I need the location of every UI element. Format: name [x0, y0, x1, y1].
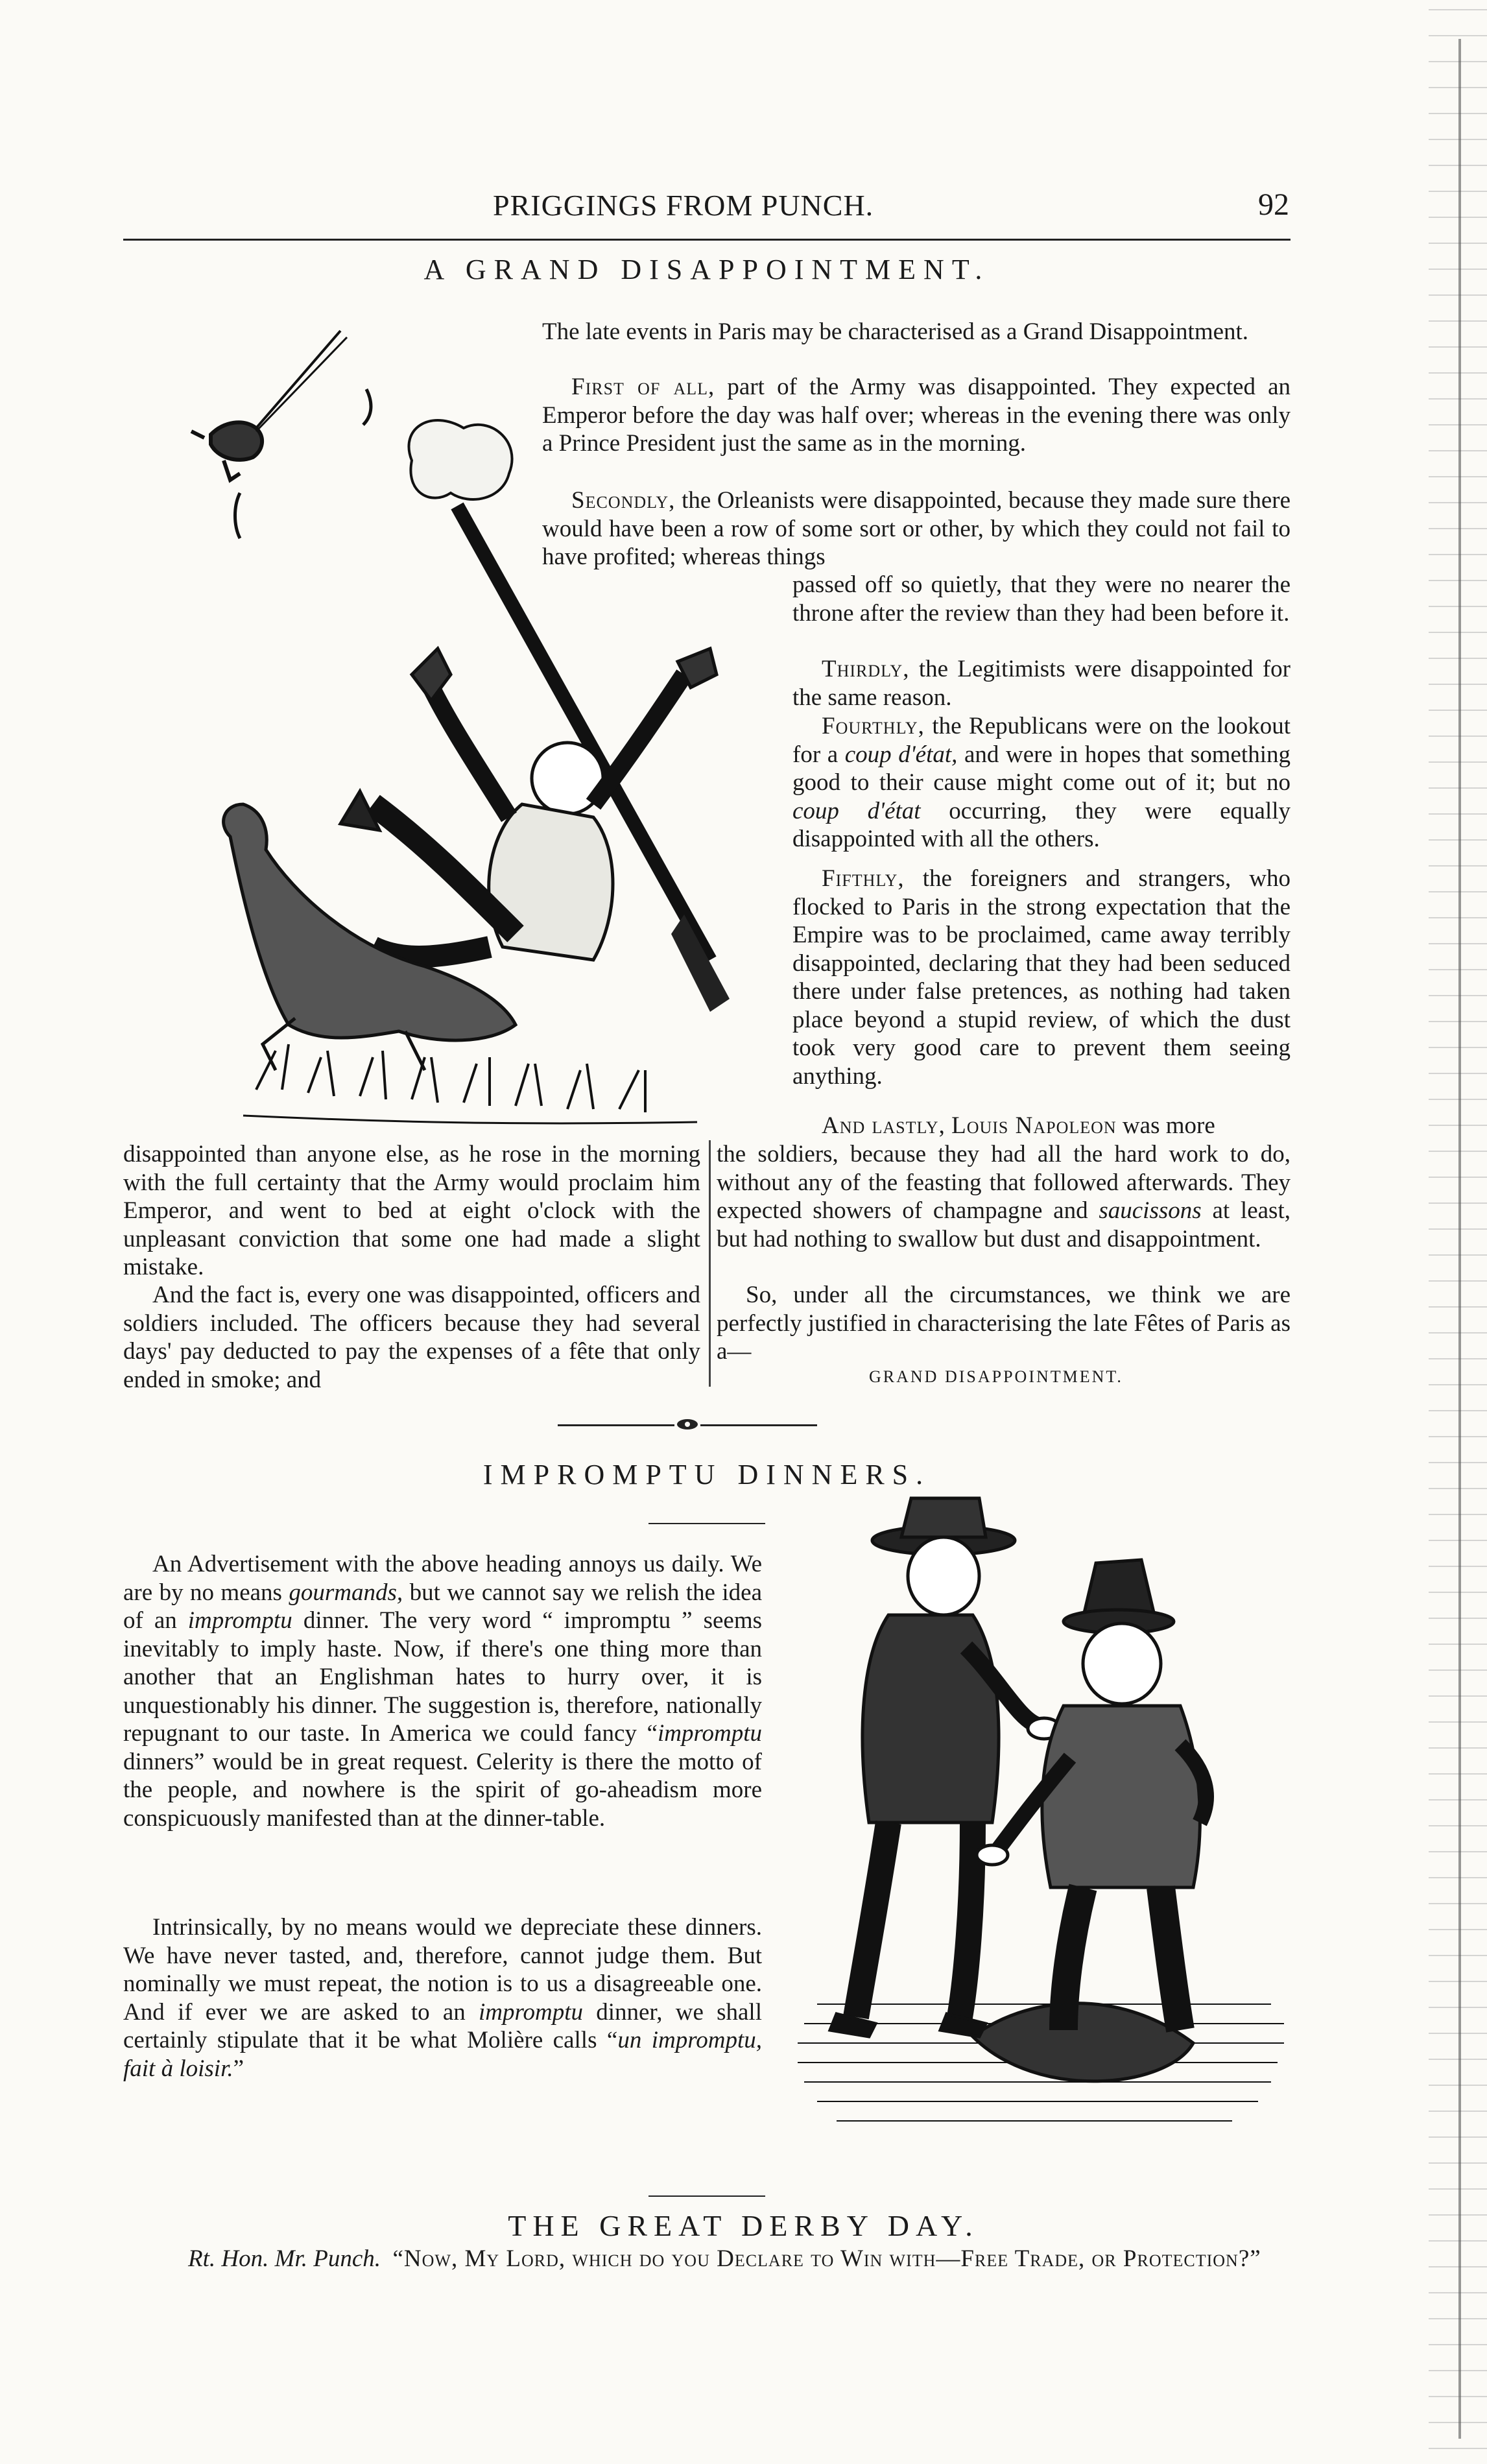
- paragraph-intro: [542, 318, 1291, 346]
- name-louis-napoleon: Louis Napoleon: [951, 1112, 1117, 1139]
- paragraph-first-text: part of the Army was disappointed. They expected an Emperor before the day was half over; whereas in the evening there was only a Prince President just the same as in the morning.: [542, 374, 1291, 457]
- paragraph-third: [792, 655, 1291, 712]
- grass-tufts: [243, 1044, 697, 1123]
- left-column-p2: [123, 1281, 700, 1394]
- article-title-derby-day: THE GREAT DERBY DAY.: [508, 2209, 979, 2242]
- paragraph-third-text: the Legitimists were disappointed for the same reason.: [792, 656, 1291, 711]
- impromptu-p2-i2: un impromptu, fait à loisir.: [123, 2027, 762, 2082]
- paragraph-fifth-text: the foreigners and strangers, who flocked to Paris in the strong expectation that the Empire was to be proclaimed, came away terribly disappointed, declaring that they had been seduced there under false pretences, as nothing had taken place beyond a stupid review, of which the dust took very good care to prevent them seeing anything.: [792, 865, 1291, 1090]
- lead-secondly: Secondly,: [571, 487, 676, 514]
- impromptu-p1-i1: gourmands,: [289, 1579, 403, 1606]
- dog-figure: [224, 804, 516, 1070]
- paragraph-second-text-a: the Orleanists were disappointed, because they made sure there would have been a row of some sort or other, by which they could not fail to have profited; whereas things: [542, 487, 1291, 570]
- left-column-p1-text: disappointed than anyone else, as he rose in the morning with the full certainty that the Army would proclaim him Emperor, and went to bed at eight o'clock with the unpleasant conviction that some one had made a slight mistake.: [123, 1141, 700, 1280]
- impromptu-p1-b: but we cannot say we relish the idea of an: [123, 1579, 763, 1634]
- title-short-rule: [648, 1523, 765, 1524]
- left-column-p1: [123, 1140, 700, 1282]
- derby-speaker: Rt. Hon. Mr. Punch.: [188, 2245, 381, 2272]
- column-divider: [709, 1140, 711, 1387]
- derby-dialogue: [123, 2244, 1291, 2274]
- impromptu-p1-i2: impromptu: [187, 1607, 292, 1634]
- bundle-on-ground: [973, 2003, 1193, 2081]
- impromptu-paragraph-2: [123, 1913, 762, 2083]
- impromptu-p1-a: An Advertisement with the above heading annoys us daily. We are by no means: [123, 1551, 762, 1606]
- paragraph-second-b: [792, 571, 1291, 627]
- lead-first: First of all,: [571, 374, 715, 400]
- derby-quote: “Now, My Lord, which do you Declare to Win with—Free Trade, or Protection?”: [392, 2245, 1261, 2272]
- running-header: PRIGGINGS FROM PUNCH.: [493, 189, 874, 222]
- fourth-italic-b: coup d'état: [792, 797, 921, 824]
- impromptu-p1-d: dinners” would be in great request. Celerity is there the motto of the people, and nowhere is the spirit of go-aheadism more conspicuously manifested than at the dinner-table.: [123, 1748, 762, 1832]
- right-man-figure: [977, 1560, 1206, 2030]
- left-man-figure: [830, 1498, 1060, 2037]
- right-column-p1-text-a: the soldiers, because they had all the hard work to do, without any of the feasting that followed afterwards. They expected showers of champagne and: [717, 1141, 1291, 1224]
- header-rule: [123, 239, 1291, 241]
- article-title-grand-disappointment: A GRAND DISAPPOINTMENT.: [423, 254, 990, 285]
- fourth-text-a: the Republicans were on the lookout for a: [792, 713, 1291, 768]
- impromptu-p2-i1: impromptu: [478, 1998, 584, 2026]
- lead-fifthly: Fifthly,: [822, 865, 905, 892]
- scan-edge-line: [1458, 39, 1461, 2439]
- fourth-italic-a: coup d'état,: [844, 741, 958, 768]
- article-title-impromptu-dinners: IMPROMPTU DINNERS.: [482, 1459, 931, 1490]
- article1-signature: GRAND DISAPPOINTMENT.: [869, 1367, 1123, 1386]
- right-column-p1-text-b: at least, but had nothing to swallow but dust and disappointment.: [717, 1197, 1291, 1252]
- hunter-figure: [340, 649, 717, 960]
- impromptu-p1-i3: impromptu: [657, 1720, 762, 1747]
- impromptu-p2-b: dinner, we shall certainly stipulate that it be what Molière calls “: [123, 1998, 762, 2053]
- right-column-p1: [717, 1140, 1291, 1253]
- right-column-p1-italic: saucissons: [1099, 1197, 1202, 1224]
- right-column-p2-text: So, under all the circumstances, we think we are perfectly justified in characterising the late Fêtes of Paris as a—: [717, 1282, 1291, 1365]
- lastly-tail: was more: [1122, 1112, 1215, 1139]
- paragraph-lastly: [792, 1112, 1291, 1140]
- paragraph-fourth: [792, 712, 1291, 854]
- scan-edge-texture: [1429, 0, 1487, 2464]
- fourth-text-b: and were in hopes that something good to their cause might come out of it; but no: [792, 741, 1291, 796]
- impromptu-p2-a: Intrinsically, by no means would we depreciate these dinners. We have never tasted, and, therefore, cannot judge them. But nominally we must repeat, the notion is to us a disagreeable one. And if ever we are asked to an: [123, 1914, 762, 2026]
- derby-title-rule: [648, 2195, 765, 2197]
- fourth-text-c: occurring, they were equally disappointed with all the others.: [792, 797, 1291, 852]
- paragraph-second-a: [542, 486, 1291, 571]
- paragraph-first: [542, 373, 1291, 458]
- left-column-p2-text: And the fact is, every one was disappointed, officers and soldiers included. The officers because they had several days' pay deducted to pay the expenses of a fête that only ended in smoke; and: [123, 1282, 700, 1393]
- paragraph-second-text-b: passed off so quietly, that they were no nearer the throne after the review than they had been before it.: [792, 571, 1291, 627]
- ornament-icon: [674, 1415, 700, 1433]
- paragraph-intro-text: The late events in Paris may be characterised as a Grand Disappointment.: [542, 318, 1249, 345]
- impromptu-p1-c: dinner. The very word “ impromptu ” seems inevitably to imply haste. Now, if there's one thing more than another that an Englishman hates to hurry over, it is unquestionably his dinner. The suggestion is, therefore, nationally repugnant to our taste. In America we could fancy “: [123, 1607, 762, 1747]
- lead-fourthly: Fourthly,: [822, 713, 925, 739]
- page-number: 92: [1258, 187, 1289, 222]
- lead-thirdly: Thirdly,: [822, 656, 910, 682]
- impromptu-p2-c: ”: [233, 2055, 244, 2082]
- paragraph-fifth: [792, 865, 1291, 1090]
- impromptu-paragraph-1: [123, 1550, 762, 1832]
- right-column-p2: [717, 1281, 1291, 1366]
- lead-lastly: And lastly,: [822, 1112, 946, 1139]
- bird-icon: [191, 331, 347, 480]
- two-men-illustration: [778, 1485, 1291, 2134]
